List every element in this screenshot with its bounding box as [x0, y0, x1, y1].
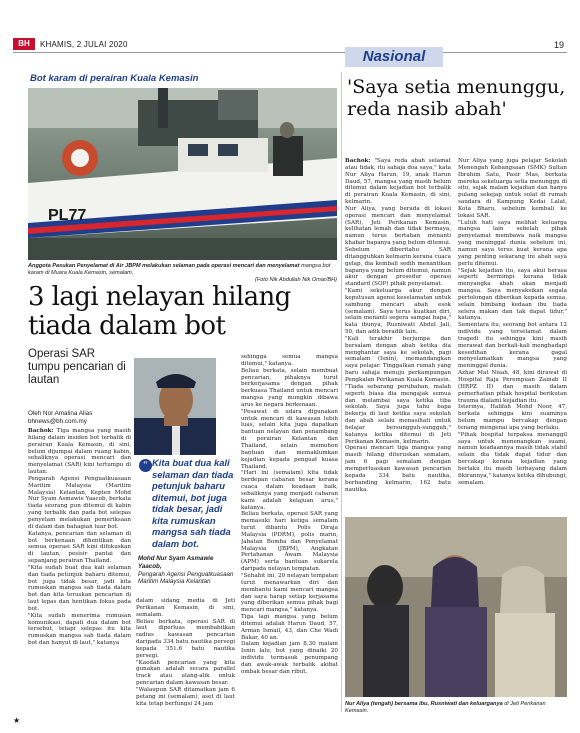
quote-icon: “	[139, 459, 152, 472]
pull-quote-attribution	[138, 555, 236, 586]
paragraph	[241, 470, 338, 511]
paragraph	[136, 619, 235, 660]
paragraph	[241, 511, 338, 573]
paragraph	[345, 288, 451, 336]
paragraph	[345, 384, 451, 446]
main-deck: Operasi SAR tumpu pencarian di lautan	[28, 348, 126, 386]
paragraph-text: "Kaedah pencarian yang kita gunakan adalah secara parallel track atau ulang-alik untuk pencarian dalam kawasan besar.	[136, 659, 235, 687]
family-photo-caption-bold: Nur Aliya (tengah) bersama ibu, Rusniwati dan keluarganya	[345, 701, 503, 707]
pull-quote-name: Mohd Nur Syam Asmawie Yaacob,	[138, 555, 214, 570]
publication-logo: BH	[13, 38, 35, 50]
paragraph-text: "Pesawat di udara digunakan untuk mencari di kawasan lebih luas, selain kita juga dapatkan bantuan nelayan dan penambang di perairan Kelantan dan Thailand, selain memohon bantuan dan memaklumkan kejadian kepada penguat kuasa Thailand.	[241, 408, 338, 470]
paragraph-text: "Walaupun SAR ditamatkan jam 6 petang ini (semalam), aset di laut kita tetap berfungsi 24 jam	[136, 686, 235, 707]
paragraph-text: Isterinya, Halifah Mohd Noor, 47, berkata sehingga kini suaminya belum mampu bercakap dengan tenang mengenai apa yang berlaku.	[458, 404, 567, 431]
paragraph-text: Nur Aliya yang juga pelajar Sekolah Menengah Kebangsaan (SMK) Sultan Ibrahim Satu, Pasir Mas, berkata mereka sekeluarga setia menunggu di situ, sejak malam kejadian dan hanya pulang sekejap untuk solat di rumah saudara di Kampung Kedai Lalat, Kota Bharu, sebelum kembali ke lokasi SAR.	[458, 158, 567, 219]
paragraph	[28, 428, 131, 476]
main-column-1	[28, 428, 131, 714]
paragraph	[28, 531, 131, 565]
section-label: Nasional	[345, 47, 443, 67]
paragraph-text: "Luluh hati saya melihat keluarga mangsa lain sebelah pihak penyelamat membawa naik mangsa yang meninggal dunia sebelum ini, namun saya terus kuat kerana apa yang penting sekarang ini abah saya perlu ditemui.	[458, 219, 567, 267]
paragraph	[345, 247, 451, 288]
paragraph	[345, 158, 451, 206]
top-photo-caption	[28, 263, 337, 284]
director-portrait	[134, 358, 216, 455]
paragraph-text: "Saya reda abah selamat atau tidak, itu sahaja doa saya," kata Nur Aliya Harun, 19, anak Harun Daud, 57, mangsa yang masih belum ditemui dalam kejadian bot terbalik di perairan Kuala Kemasin, di sini, kelmarin.	[345, 158, 451, 206]
paragraph-text: "Sehabit ini, 20 nelayan tempatan turut menawarkan diri dan membantu kami mencari mangsa dan saya harap setiap kerjasama yang diberikan semua pihak bagi mencari mangsa," katanya.	[241, 573, 338, 614]
paragraph	[458, 268, 567, 323]
paragraph-text: Sementara itu, seorang bot antara 12 individu yang terselamat dalam tragedi itu sehingga kini masih merawat dan berkali-kali menghadapi kesedihan kerana gagal menyelamatkan mangsa yang meninggal dunia.	[458, 322, 567, 370]
paragraph-text: Sebelum diberitahu SAR ditangguhkan kelmarin kerana cuaca gelap, dia kembali sedih menantikan bapanya yang belum ditemui, namun akur dengan prosedur operasi standard (SOP) pihak penyelamat.	[345, 246, 451, 288]
paragraph	[345, 336, 451, 384]
pull-quote: Kita buat dua kali selaman dan tiada petunjuk baharu ditemui, bot juga tidak besar, jadi kita rumuskan mangsa sah tiada dalam bot.	[152, 457, 234, 549]
paragraph-text: "Kali terakhir berjumpa dan bersalam dengan abah ketika dia menghantar saya ke sekolah, pagi semalam (Isnin), memandangkan saya pelajar. Tinggalkan rumah yang baru sahaja menuju perkampungan Pengkalan Perikanan Kuala Kemasin.	[345, 335, 451, 383]
paragraph	[458, 322, 567, 370]
photo-kicker: Bot karam di perairan Kuala Kemasin	[30, 73, 199, 84]
paragraph-text: sehingga semua mangsa ditemui," katanya.	[241, 354, 338, 367]
paragraph-text: "Kita sudah buat dua kali selaman dan tiada petunjuk baharu ditemui, bot juga tidak besar, jadi kita rumuskan mangsa sah tiada dalam bot dan kita teruskan pencarian di laut lepas dan hentikan fokus pada bot.	[28, 564, 131, 612]
main-column-2	[136, 598, 235, 714]
paragraph	[241, 354, 338, 368]
paragraph	[136, 687, 235, 708]
paragraph-text: Beliau berkata, operasi SAR di laut diperluas membabitkan radius kawasan pencarian daripada 334 batu nautika persegi kepada 351.6 batu nautika persegi.	[136, 618, 235, 659]
paragraph	[345, 445, 451, 493]
family-photo-caption	[345, 701, 567, 715]
end-mark-icon: ★	[13, 716, 21, 725]
paragraph	[458, 404, 567, 431]
paragraph-text: Katanya, pencarian dan selaman di bot berkenaan dihentikan dan semua operasi SAR kini difokuskan di lautan, pesisir pantai dan sepanjang perairan Thailand.	[28, 530, 131, 565]
issue-date: KHAMIS, 2 JULAI 2020	[40, 40, 128, 49]
paragraph-text: "Kita sudah menerima rumusan komunikasi, dapati dua dalam bot tersebut, tetapi selepas itu kita rumuskan mangsa sah tiada dalam bot dan hanyut di laut," katanya	[28, 612, 131, 647]
paragraph-text: dalam sidang media di Jeti Perikanan Kemasin, di sini, semalam.	[136, 598, 235, 618]
paragraph	[28, 565, 131, 613]
boat-rescue-photo	[28, 88, 337, 260]
dateline: Bachok:	[345, 158, 375, 164]
paragraph-text: Operasi mencari tiga mangsa yang masih hilang diteruskan semalam, jam 6 pagi semalam dengan memperluaskan kawasan pencarian kepada 334 batu nautika, berbanding kelmarin, 162 batu nautika.	[345, 445, 451, 493]
paragraph	[136, 660, 235, 687]
paragraph	[458, 158, 567, 220]
boat-hull-label: PL77	[48, 207, 87, 224]
main-headline: 3 lagi nelayan hilang tiada dalam bot	[28, 282, 291, 341]
paragraph	[241, 614, 338, 641]
paragraph	[458, 370, 567, 404]
dateline: Bachok:	[28, 428, 57, 434]
paragraph-text: "Pihak hospital terpaksa menanggil saya untuk menenangkan suami, namun keadaannya masih tidak stabil selain dia tidak dapat tidur dan bercakap kerana kejadian yang berlaku itu masih terbayang dalam fikirannya," katanya ketika dihubungi, semalam.	[458, 431, 567, 486]
top-photo-caption-bold: Anggota Pasukan Penyelamat di Air JBPM melakukan selaman pada operasi mencari dan menyelamat	[28, 263, 300, 269]
paragraph-text: Beliau berkata, selain membuat pencarian, pihaknya turut berkerjasama dengan pihak berkuasa Thailand untuk mencari mangsa yang mungkin dibawa arus ke negara berkenaan.	[241, 367, 338, 408]
paragraph	[345, 206, 451, 247]
paragraph	[136, 598, 235, 619]
paragraph-text: Nur Aliya, yang berada di lokasi operasi mencari dan menyelamat (SAR), Jeti Perikanan Kemasin, kelihatan lemah dan tidak bermaya, namun terus bertahan menanti khabar bapanya yang belum ditemui.	[345, 205, 451, 247]
column-divider	[341, 72, 342, 712]
paragraph-text: Tiga mangsa yang masih hilang dalam insiden bot terbalik di perairan Kuala Kemasin, di sini, belum dijumpai dalam ruang kabin, sebaliknya operasi mencari dan menyelamat (SAR) kini tertumpu di lautan.	[28, 428, 131, 476]
paragraph	[458, 220, 567, 268]
family-photo-caption-rest: di Jeti Perikanan Kemasin.	[345, 701, 546, 714]
paragraph	[241, 368, 338, 409]
paragraph	[241, 573, 338, 614]
paragraph-text: Dalam kejadian jam 8.30 malam Isnin lalu, bot yang dinaiki 20 individu termasuk penumpang dan awak-awak terbalik akibat ombak besar dan ribut.	[241, 641, 338, 675]
paragraph-text: Azhar Mat Nisah, 48, kini dirawat di Hospital Raja Perempuan Zainab II (HRPZ II) dan masih dalam pemerhatian pihak hospital berikutan trauma dialami kejadian itu.	[458, 370, 567, 404]
paragraph-text: Beliau berkata, operasi SAR yang memasuki hari ketiga semalam turut dibantu Polis Diraja Malaysia (PDRM), polis marin, Jabatan Bomba dan Penyelamat Malaysia (JBPM), Angkatan Pertahanan Awam Malaysia (APM) serta bantuan sukarela daripada nelayan tempatan.	[241, 511, 338, 573]
side-headline: 'Saya setia menunggu, reda nasib abah'	[347, 76, 566, 120]
side-column-1	[345, 158, 451, 514]
paragraph	[28, 613, 131, 647]
byline-name: Oleh Nor Amalina Alias	[28, 410, 93, 417]
paragraph-text: "Kami sekeluarga akur dengan keputusan agensi keselamatan untuk sambung mencari abah esok (semalam). Saya terus kuatkan diri, selain menanti segera sampai bapa," kata ibunya, Rusniwati Abdul Jali, 50, dan adik beradik lain.	[345, 288, 451, 336]
paragraph	[241, 641, 338, 675]
paragraph	[28, 476, 131, 531]
top-photo-caption-rest: mangsa bot karam di Muara Kuala Kemasin, semalam.	[28, 263, 331, 276]
header-rule	[13, 52, 567, 53]
family-photo	[345, 517, 567, 697]
side-column-2	[458, 158, 567, 514]
paragraph	[458, 432, 567, 487]
paragraph-text: Tiga lagi mangsa yang belum ditemui adalah Harun Daud, 57, Arman Ismail, 43, dan Che Wadi Bakar, 40 an.	[241, 614, 338, 641]
pull-quote-role: Pengarah Agensi Penguatkuasaan Maritim Malaysia Kelantan	[138, 570, 234, 586]
top-photo-credit: (Foto Nik Abdullah Nik Omar/BH)	[254, 277, 337, 283]
paragraph-text: Pengarah Agensi Penguatkuasaan Maritim Malaysia (Maritim Malaysia) Kelantan, Kepten Mohd Nur Syam Asmawie Yaacob, berkata tiada seorang pun ditemui di kabin yang terbalik dan pada bot selepas penyelam melakukan pemeriksaan di dalam dan bahagian luar bot.	[28, 475, 131, 530]
paragraph-text: "Sejak kejadian itu, saya akui berasa seperti bermimpi kerana tidak menyangka abah akan menjadi mangsa. Saya menyaksikan segala pertolongan diberikan kepada semua, selain bimbang kedaan ibu tiada selera makan dan tak dapat tidur," katanya.	[458, 267, 567, 322]
page-number: 19	[553, 40, 564, 50]
main-column-3	[241, 354, 338, 714]
paragraph-text: "Tiada sebarang perubahan, malah seperti biasa dia mengajak semua dan melambai saya ketika tiba sekolah. Saya juga tahu bapa bekerja di laut ketika saya sekolah dan abah selalu menasihati untuk belajar bersungguh-sungguh," katanya ketika ditemui di Jeti Perikanan Kemasin, kelmarin.	[345, 383, 451, 445]
paragraph	[241, 409, 338, 471]
paragraph-text: "Hari ini (semalam) kita tidak berdepan cabaran besar kerana cuaca dalam keadaan baik, sebaliknya yang menjadi cabaran kami adalah kelajuan arus," katanya.	[241, 470, 338, 511]
byline-email: bhnews@bh.com.my	[28, 418, 87, 425]
byline	[28, 410, 128, 426]
